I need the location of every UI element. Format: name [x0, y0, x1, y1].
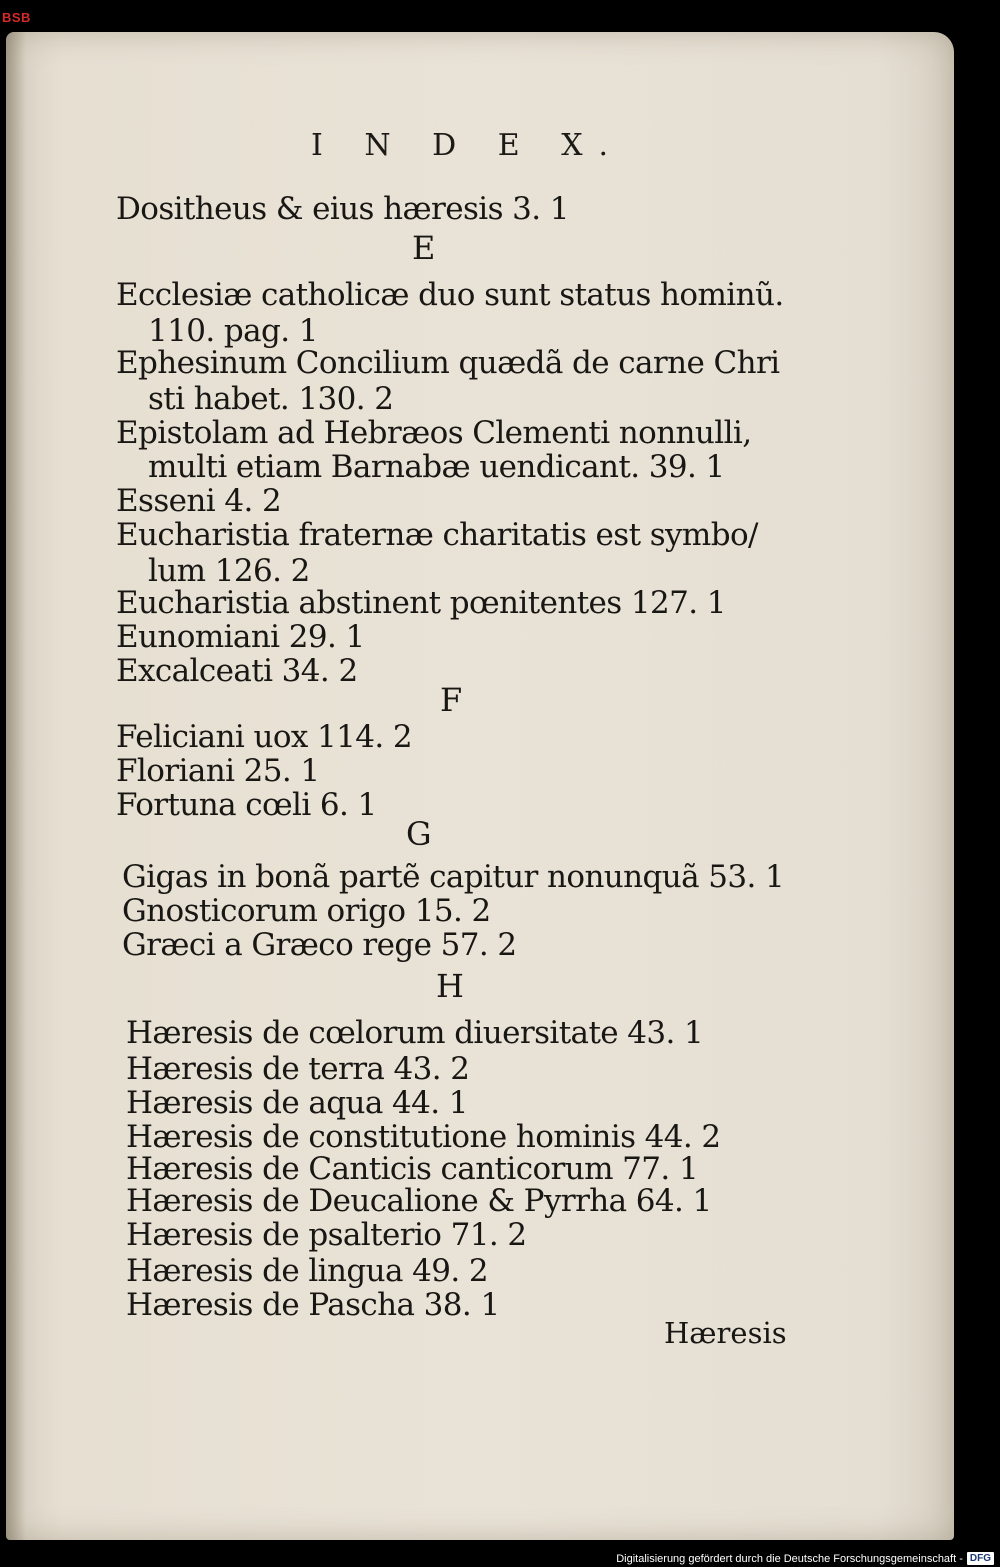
index-entry: Excalceati 34. 2	[116, 653, 358, 689]
index-entry: Gigas in bonã partẽ capitur nonunquã 53. 1	[122, 859, 785, 895]
index-entry: Esseni 4. 2	[116, 483, 282, 519]
index-entry: Feliciani uox 114. 2	[116, 719, 413, 755]
index-entry-continuation: lum 126. 2	[148, 553, 310, 589]
index-entry-continuation: multi etiam Barnabæ uendicant. 39. 1	[148, 449, 725, 485]
index-entry: Dositheus & eius hæresis 3. 1	[116, 191, 569, 227]
letter-heading: F	[440, 681, 462, 719]
letter-heading: H	[436, 967, 464, 1005]
index-entry: Ecclesiæ catholicæ duo sunt status hominũ.	[116, 277, 784, 313]
library-mark: BSB	[2, 10, 31, 25]
index-entry: Hæresis de Deucalione & Pyrrha 64. 1	[126, 1183, 712, 1219]
index-entry: Floriani 25. 1	[116, 753, 320, 789]
dfg-logo: DFG	[967, 1552, 994, 1565]
index-entry-continuation: sti habet. 130. 2	[148, 381, 394, 417]
index-entry: Græci a Græco rege 57. 2	[122, 927, 517, 963]
running-head: I N D E X.	[311, 128, 625, 163]
index-entry: Eucharistia abstinent pœnitentes 127. 1	[116, 585, 726, 621]
index-entry: Eunomiani 29. 1	[116, 619, 365, 655]
index-entries	[6, 32, 954, 1540]
index-entry: Hæresis de lingua 49. 2	[126, 1253, 488, 1289]
index-entry: Eucharistia fraternæ charitatis est symbo/	[116, 517, 758, 553]
index-entry: Hæresis de aqua 44. 1	[126, 1085, 468, 1121]
index-entry: Hæresis de Canticis canticorum 77. 1	[126, 1151, 699, 1187]
index-entry: Hæresis de terra 43. 2	[126, 1051, 470, 1087]
index-entry: Hæresis de constitutione hominis 44. 2	[126, 1119, 721, 1155]
index-entry: Ephesinum Concilium quædã de carne Chri	[116, 345, 780, 381]
digitization-credit	[616, 1552, 994, 1565]
funding-notice: Digitalisierung gefördert durch die Deutsche Forschungsgemeinschaft -	[616, 1552, 963, 1565]
letter-heading: G	[406, 815, 431, 853]
index-entry: Fortuna cœli 6. 1	[116, 787, 377, 823]
catchword: Hæresis	[664, 1316, 787, 1350]
index-entry-continuation: 110. pag. 1	[148, 313, 318, 349]
index-entry: Hæresis de cœlorum diuersitate 43. 1	[126, 1015, 704, 1051]
letter-heading: E	[412, 229, 435, 267]
index-entry: Gnosticorum origo 15. 2	[122, 893, 491, 929]
index-entry: Hæresis de psalterio 71. 2	[126, 1217, 527, 1253]
book-page	[6, 32, 954, 1540]
index-entry: Hæresis de Pascha 38. 1	[126, 1287, 500, 1323]
index-entry: Epistolam ad Hebræos Clementi nonnulli,	[116, 415, 752, 451]
